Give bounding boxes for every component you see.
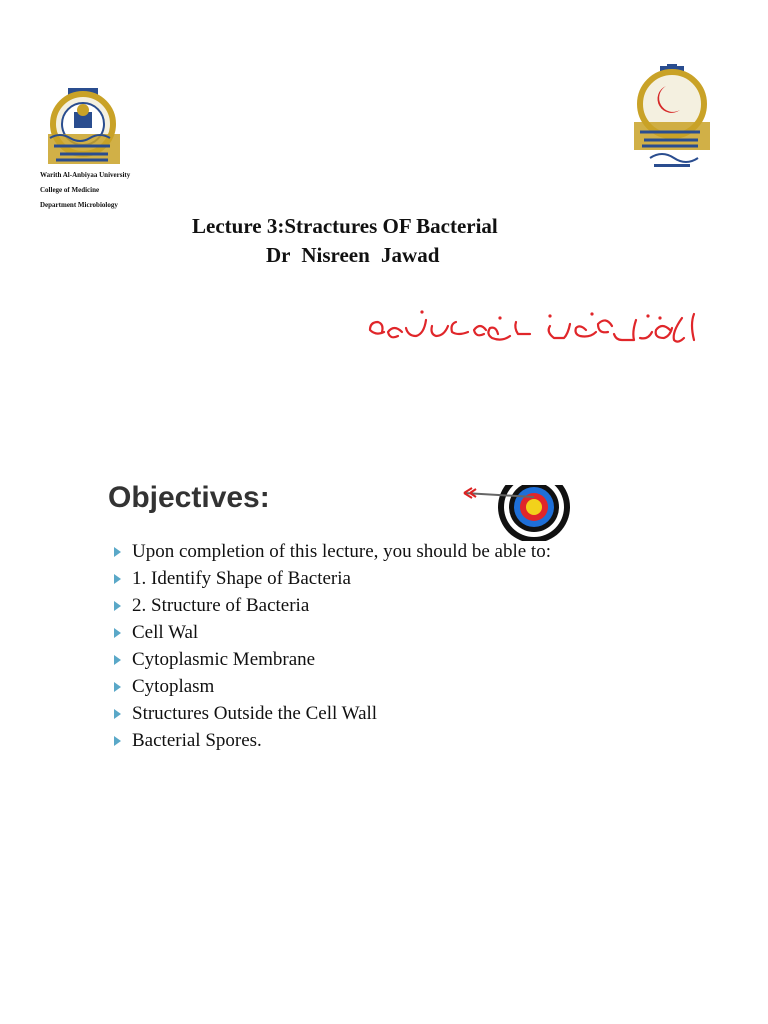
objectives-list [114,538,602,754]
lecturer-name: Dr Nisreen Jawad [266,243,440,267]
department-name: Department Microbiology [40,201,118,209]
bullet-triangle-icon [114,682,121,692]
bullet-triangle-icon [114,601,121,611]
handwritten-note [360,296,710,356]
target-arrow-icon [458,485,578,541]
list-item: Cytoplasm [114,673,602,700]
list-item: Structures Outside the Cell Wall [114,700,602,727]
list-item: 1. Identify Shape of Bacteria [114,565,602,592]
university-logo-left-icon [30,88,140,170]
bullet-triangle-icon [114,736,121,746]
college-logo-right-icon [620,64,726,176]
bullet-triangle-icon [114,709,121,719]
bullet-triangle-icon [114,628,121,638]
list-item: Upon completion of this lecture, you should be able to: [114,538,602,565]
list-item: Cell Wal [114,619,602,646]
objectives-heading: Objectives: [108,481,270,514]
college-name: College of Medicine [40,186,100,194]
bullet-triangle-icon [114,547,121,557]
list-item: Bacterial Spores. [114,727,602,754]
bullet-triangle-icon [114,574,121,584]
lecture-title: Lecture 3:Stractures OF Bacterial [192,214,498,238]
university-name: Warith Al-Anbiyaa University [40,171,131,179]
university-info [40,168,130,213]
bullet-triangle-icon [114,655,121,665]
list-item: 2. Structure of Bacteria [114,592,602,619]
list-item: Cytoplasmic Membrane [114,646,602,673]
